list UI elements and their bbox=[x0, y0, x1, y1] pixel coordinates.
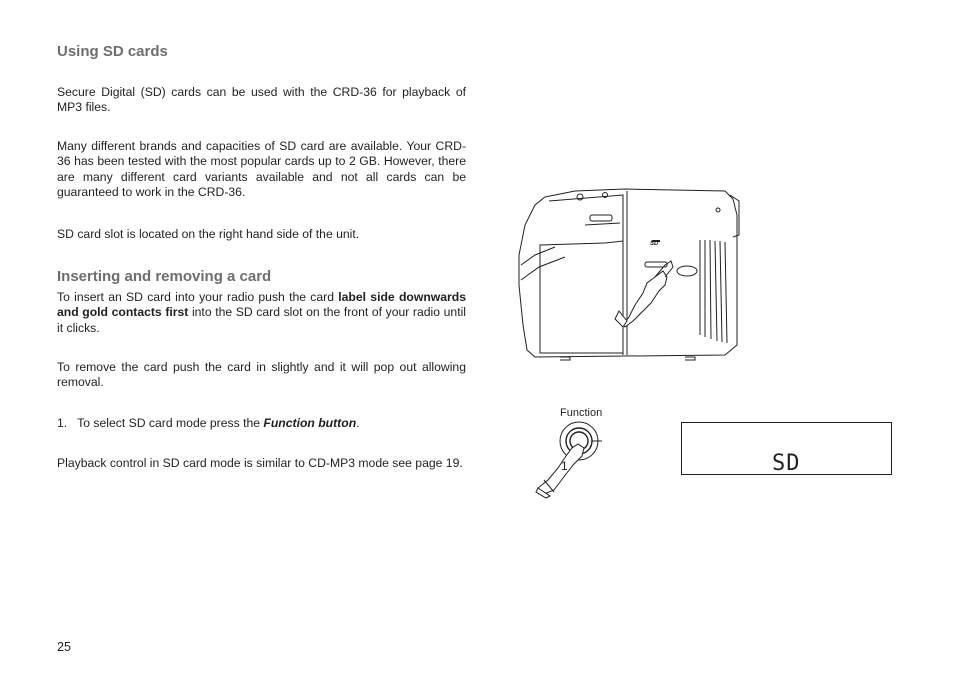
insert-instructions bbox=[57, 290, 466, 336]
function-button-illustration bbox=[530, 420, 610, 500]
function-button-ref: Function button bbox=[263, 416, 357, 430]
lcd-display bbox=[681, 422, 892, 475]
radio-side-illustration bbox=[515, 185, 745, 360]
step-1-text-post: . bbox=[356, 416, 360, 430]
step-1-text-pre: To select SD card mode press the bbox=[77, 416, 264, 430]
remove-instructions: To remove the card push the card in slightly and it will pop out allowing removal. bbox=[57, 360, 466, 390]
page-number: 25 bbox=[57, 640, 71, 654]
step-1 bbox=[57, 416, 466, 431]
lcd-display-text: SD bbox=[772, 451, 801, 476]
section-heading-using-sd: Using SD cards bbox=[57, 43, 168, 60]
device-sd-logo: SD bbox=[650, 241, 659, 247]
compatibility-paragraph: Many different brands and capacities of SD card are available. Your CRD-36 has been tested with the most popular cards up to 2 GB. However, there are many different card variants available and not all cards can be guaranteed to work in the CRD-36. bbox=[57, 139, 466, 200]
section-heading-inserting: Inserting and removing a card bbox=[57, 268, 272, 285]
insert-text-post: into the SD card slot on the front of your radio until it clicks. bbox=[57, 305, 466, 335]
playback-paragraph: Playback control in SD card mode is similar to CD-MP3 mode see page 19. bbox=[57, 456, 463, 470]
function-label: Function bbox=[560, 407, 603, 419]
step-1-number: 1. bbox=[57, 416, 68, 430]
insert-text-bold: label side downwards and gold contacts first bbox=[57, 290, 466, 320]
callout-number-1: 1 bbox=[561, 459, 568, 473]
slot-location-paragraph: SD card slot is located on the right hand side of the unit. bbox=[57, 227, 360, 241]
intro-paragraph: Secure Digital (SD) cards can be used with the CRD-36 for playback of MP3 files. bbox=[57, 85, 466, 115]
insert-text-pre: To insert an SD card into your radio push the card bbox=[57, 290, 339, 304]
